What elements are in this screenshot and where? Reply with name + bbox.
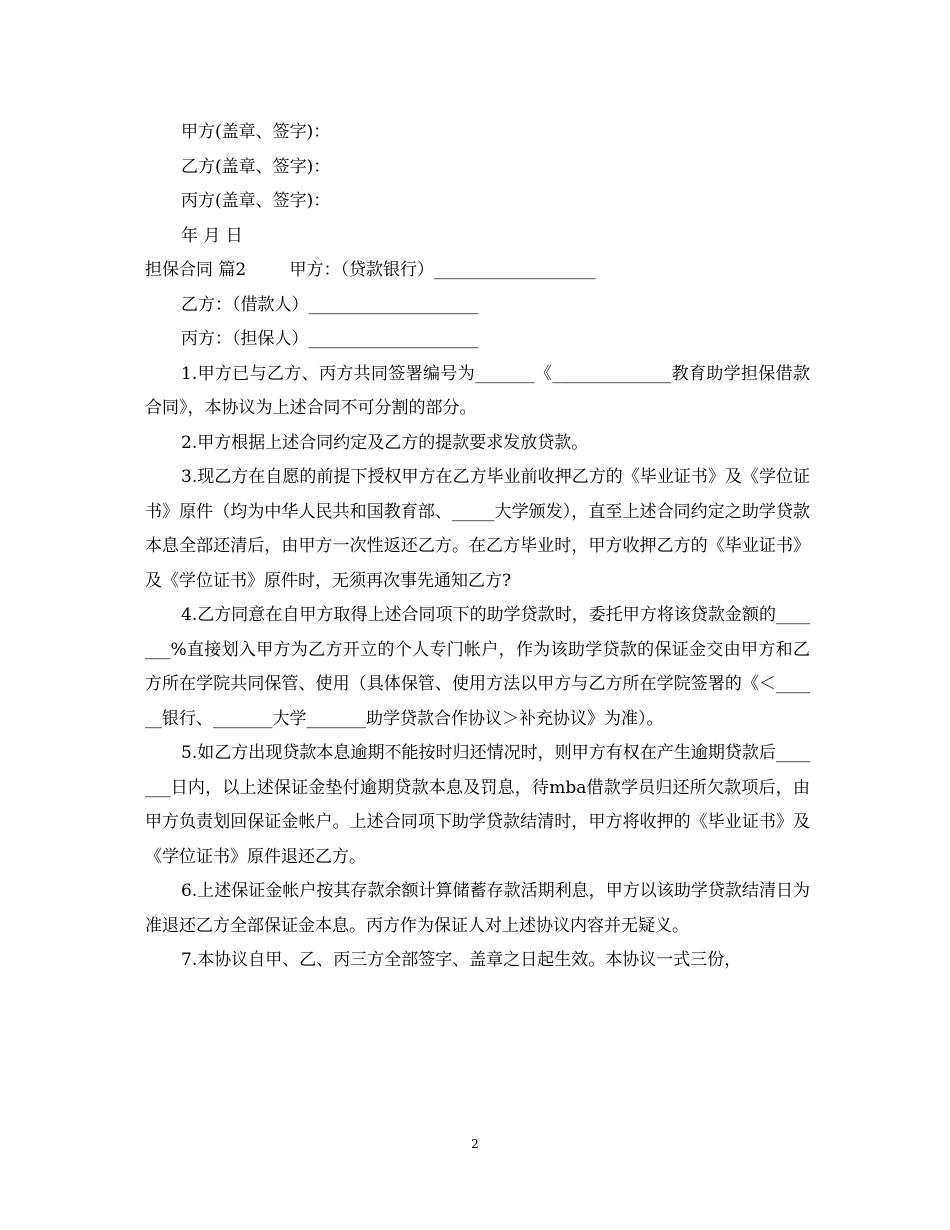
- party-b-line: 乙方：（借款人）____________________: [181, 294, 479, 315]
- clause-1: 1.甲方已与乙方、丙方共同签署编号为_______《______________教育助学担保借款合同》，本协议为上述合同不可分割的部分。: [145, 363, 810, 418]
- clause-3: 3.现乙方在自愿的前提下授权甲方在乙方毕业前收押乙方的《毕业证书》及《学位证书》原件（均为中华人民共和国教育部、_____大学颁发），直至上述合同约定之助学贷款本息全部还清后，由甲方一次性返还乙方。在乙方毕业时，甲方收押乙方的《毕业证书》及《学位证书》原件时，无须再次事先通知乙方?: [145, 467, 810, 591]
- signature-line-party-b: 乙方(盖章、签字)：: [181, 156, 331, 177]
- clause-7: 7.本协议自甲、乙、丙三方全部签字、盖章之日起生效。本协议一式三份，: [181, 950, 742, 970]
- clause-5: 5.如乙方出现贷款本息逾期不能按时归还情况时，则甲方有权在产生逾期贷款后_______日内，以上述保证金垫付逾期贷款本息及罚息，待mba借款学员归还所欠款项后，由甲方负责划回保证金帐户。上述合同项下助学贷款结清时，甲方将收押的《毕业证书》及《学位证书》原件退还乙方。: [145, 743, 810, 867]
- clause-6: 6.上述保证金帐户按其存款余额计算储蓄存款活期利息，甲方以该助学贷款结清日为准退还乙方全部保证金本息。丙方作为保证人对上述协议内容并无疑义。: [145, 881, 810, 936]
- signature-line-party-c: 丙方(盖章、签字)：: [181, 191, 331, 211]
- document-body: [145, 115, 810, 978]
- signature-date: 年 月 日: [181, 225, 243, 246]
- party-c-line: 丙方：（担保人）____________________: [181, 329, 479, 349]
- clause-4: 4.乙方同意在自甲方取得上述合同项下的助学贷款时，委托甲方将该贷款金额的_______%直接划入甲方为乙方开立的个人专门帐户，作为该助学贷款的保证金交由甲方和乙方所在学院共同保管、使用（具体保管、使用方法以甲方与乙方所在学院签署的《＜______银行、_______大学_______助学贷款合作协议＞补充协议》为准）。: [145, 605, 810, 729]
- page-number: 2: [471, 1137, 479, 1151]
- section-header: 担保合同 篇2 甲方：（贷款银行）___________________: [145, 260, 596, 280]
- signature-line-party-a: 甲方(盖章、签字)：: [181, 122, 331, 142]
- clause-2: 2.甲方根据上述合同约定及乙方的提款要求发放贷款。: [181, 432, 589, 453]
